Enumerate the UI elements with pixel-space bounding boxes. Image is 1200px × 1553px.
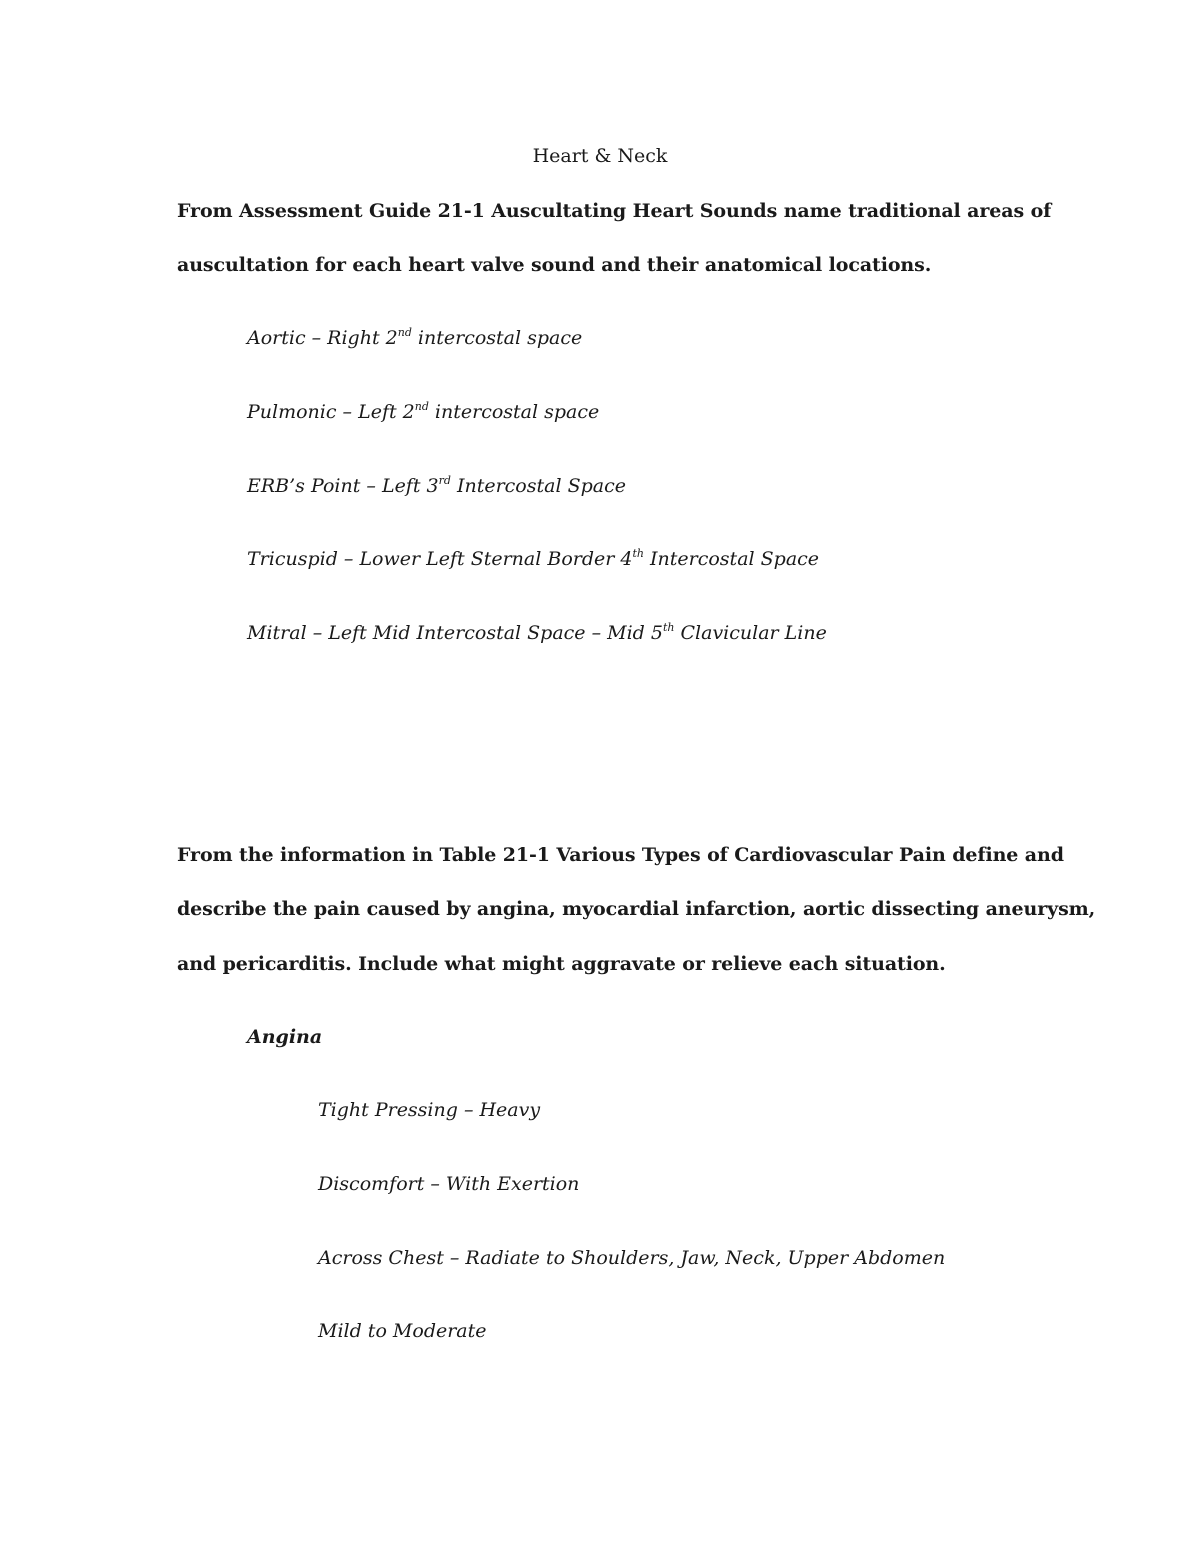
auscultation-item-tricuspid: Tricuspid – Lower Left Sternal Border 4th Intercostal Space [247,546,820,570]
auscultation-item-mitral: Mitral – Left Mid Intercostal Space – Mid 5th Clavicular Line [247,620,827,644]
page-title: Heart & Neck [532,145,668,167]
question-2-line-3: and pericarditis. Include what might aggravate or relieve each situation. [177,953,946,975]
angina-item: Tight Pressing – Heavy [318,1099,541,1121]
question-2-line-1: From the information in Table 21-1 Various Types of Cardiovascular Pain define and [177,844,1064,866]
question-1-line-2: auscultation for each heart valve sound and their anatomical locations. [177,254,932,276]
question-1-line-1: From Assessment Guide 21-1 Auscultating Heart Sounds name traditional areas of [177,200,1052,222]
angina-item: Mild to Moderate [318,1320,487,1342]
auscultation-item-aortic: Aortic – Right 2nd intercostal space [247,325,583,349]
angina-item: Across Chest – Radiate to Shoulders, Jaw, Neck, Upper Abdomen [318,1247,946,1269]
angina-heading: Angina [247,1026,323,1048]
question-2-line-2: describe the pain caused by angina, myocardial infarction, aortic dissecting aneurysm, [177,898,1096,920]
auscultation-item-erbs-point: ERB’s Point – Left 3rd Intercostal Space [247,473,626,497]
auscultation-item-pulmonic: Pulmonic – Left 2nd intercostal space [247,399,600,423]
angina-item: Discomfort – With Exertion [318,1173,580,1195]
